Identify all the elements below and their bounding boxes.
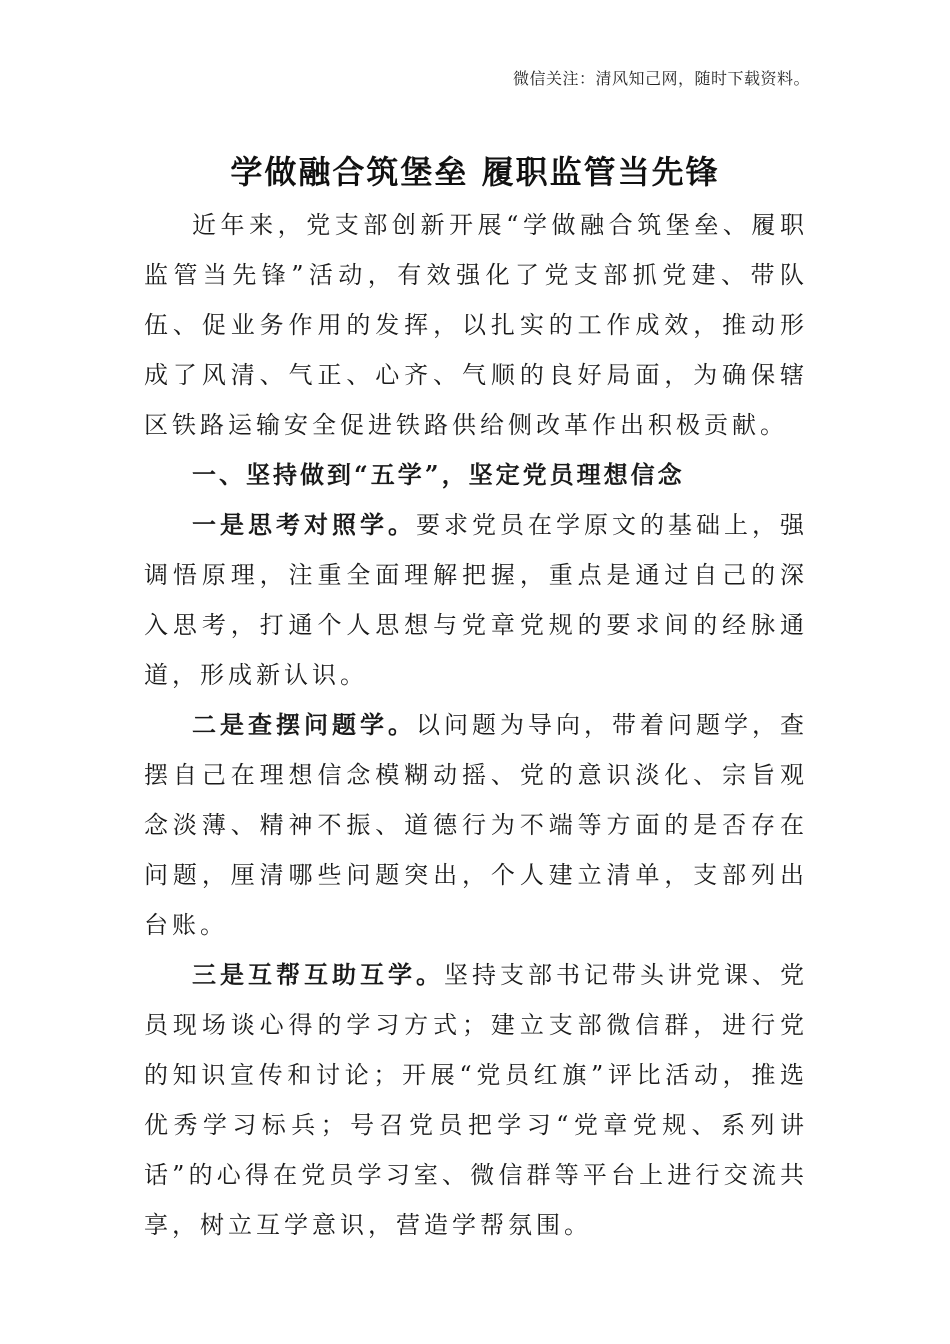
item-paragraph [144,950,808,1250]
item-lead: 一是思考对照学。 [192,510,416,539]
item-paragraph [144,700,808,950]
document-title: 学做融合筑堡垒 履职监管当先锋 [230,153,720,192]
item-lead: 三是互帮互助互学。 [192,960,444,989]
item-lead: 二是查摆问题学。 [192,710,416,739]
intro-paragraph: 近年来，党支部创新开展“学做融合筑堡垒、履职监管当先锋”活动，有效强化了党支部抓党建、带队伍、促业务作用的发挥，以扎实的工作成效，推动形成了风清、气正、心齐、气顺的良好局面，为确保辖区铁路运输安全促进铁路供给侧改革作出积极贡献。 [144,211,808,439]
section-heading: 一、坚持做到“五学”，坚定党员理想信念 [192,460,685,489]
item-text: 要求党员在学原文的基础上，强调悟原理，注重全面理解把握，重点是通过自己的深入思考，打通个人思想与党章党规的要求间的经脉通道，形成新认识。 [144,511,808,689]
item-paragraph [144,500,808,700]
item-text: 坚持支部书记带头讲党课、党员现场谈心得的学习方式；建立支部微信群，进行党的知识宣传和讨论；开展“党员红旗”评比活动，推选优秀学习标兵；号召党员把学习“党章党规、系列讲话”的心得在党员学习室、微信群等平台上进行交流共享，树立互学意识，营造学帮氛围。 [144,961,808,1239]
item-text: 以问题为导向，带着问题学，查摆自己在理想信念模糊动摇、党的意识淡化、宗旨观念淡薄、精神不振、道德行为不端等方面的是否存在问题，厘清哪些问题突出，个人建立清单，支部列出台账。 [144,711,808,939]
document-body [144,200,808,1250]
header-note: 微信关注：清风知己网，随时下载资料。 [512,69,810,88]
